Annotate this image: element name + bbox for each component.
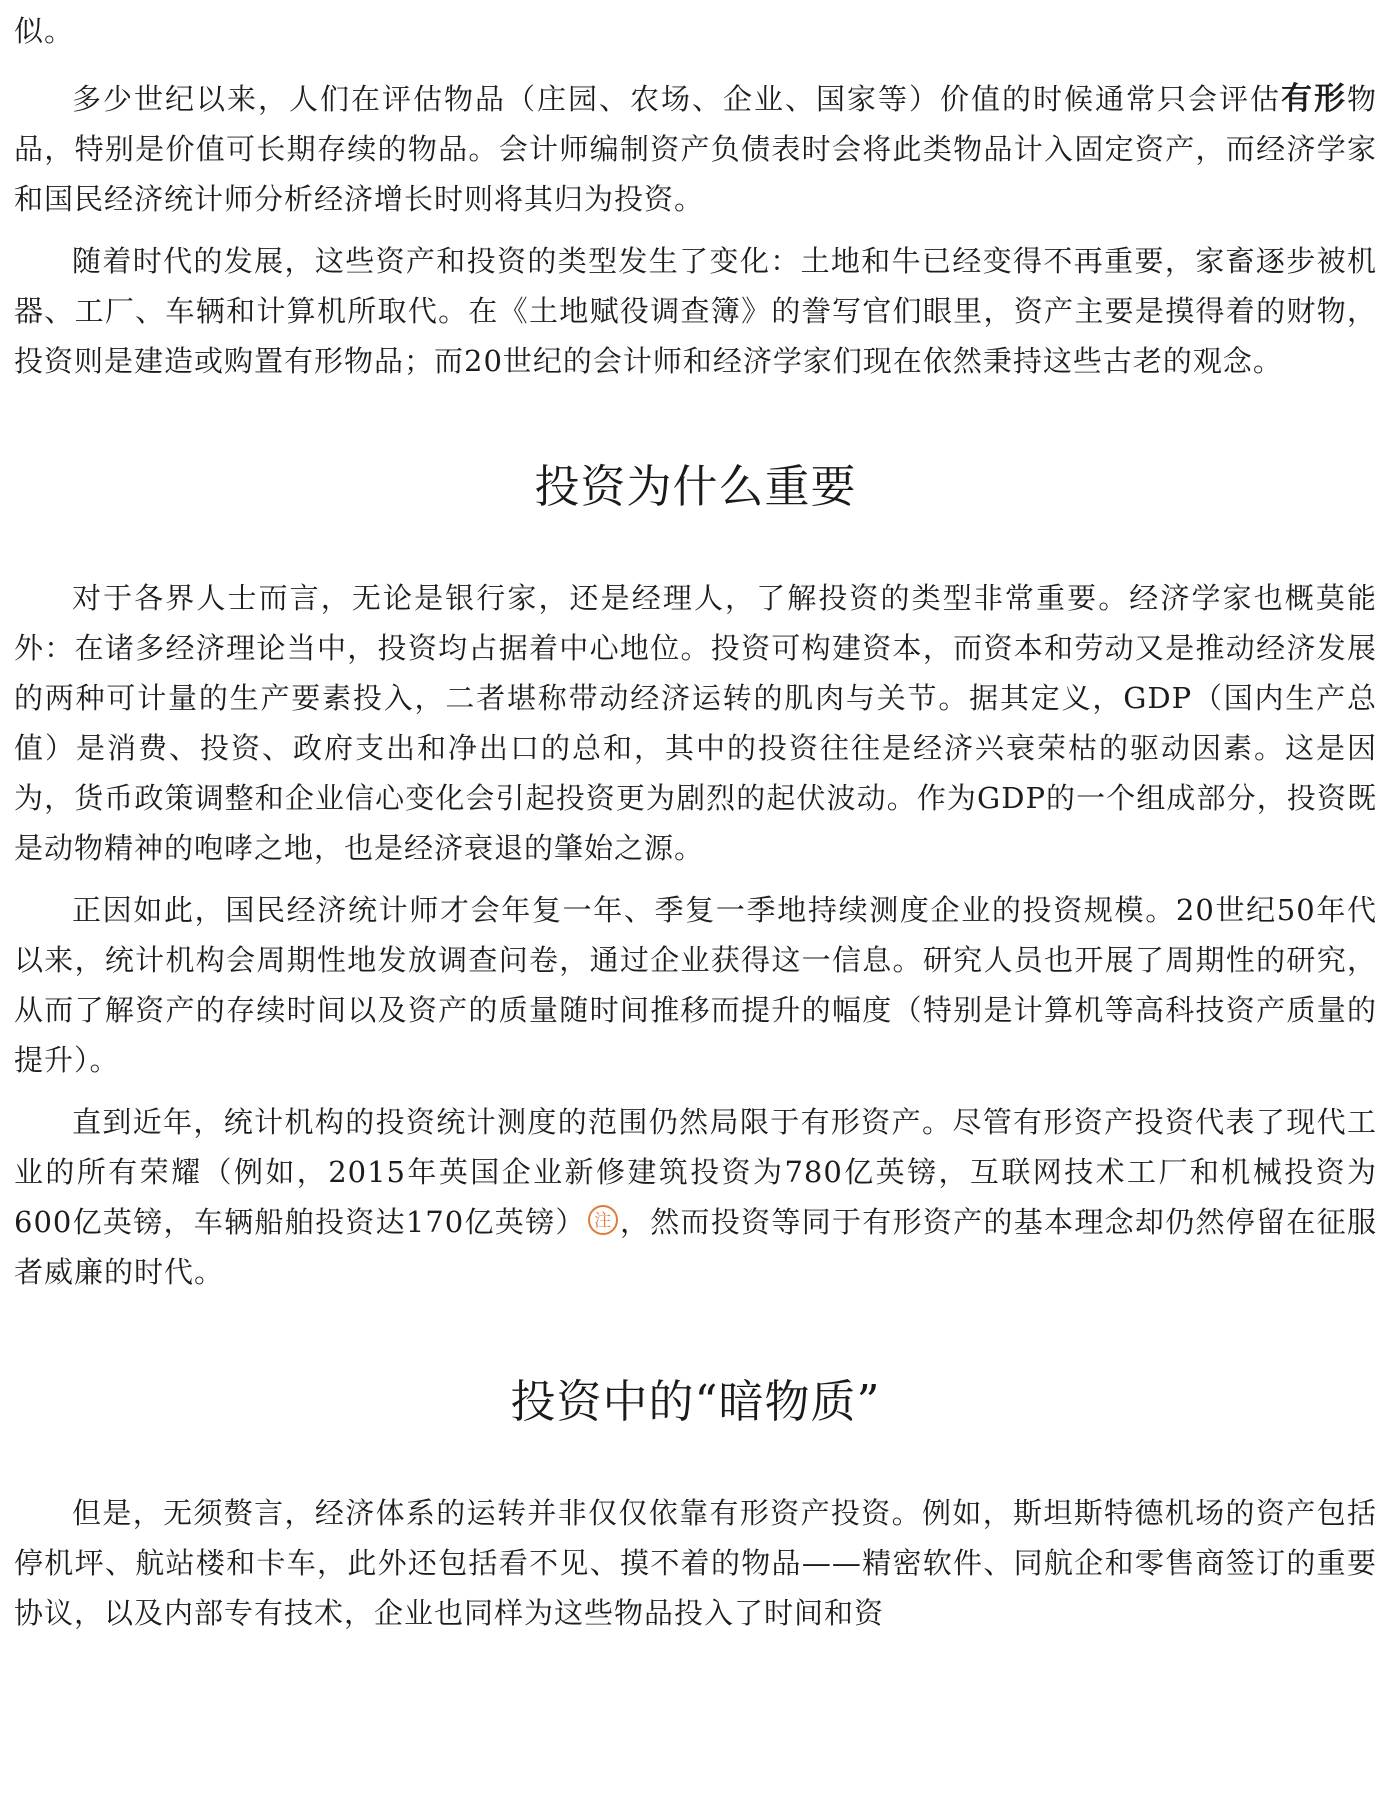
paragraph-continuation (14, 6, 1377, 56)
paragraph-text: 直到近年，统计机构的投资统计测度的范围仍然局限于有形资产。尽管有形资产投资代表了现代工业的所有荣耀（例如，2015年英国企业新修建筑投资为780亿英镑，互联网技术工厂和机械投资为600亿英镑，车辆船舶投资达170亿英镑） (14, 1105, 1377, 1239)
paragraph-text: 但是，无须赘言，经济体系的运转并非仅仅依靠有形资产投资。例如，斯坦斯特德机场的资产包括停机坪、航站楼和卡车，此外还包括看不见、摸不着的物品——精密软件、同航企和零售商签订的重要协议，以及内部专有技术，企业也同样为这些物品投入了时间和资 (14, 1496, 1377, 1630)
section-heading-dark-matter: 投资中的“暗物质” (510, 1375, 881, 1428)
emphasis-tangible: 有形 (1280, 81, 1347, 117)
paragraph-text: 物品，特别是价值可长期存续的物品。会计师编制资产负债表时会将此类物品计入固定资产，而经济学家和国民经济统计师分析经济增长时则将其归为投资。 (14, 82, 1377, 216)
footnote-marker[interactable]: 注 (588, 1205, 618, 1235)
paragraph-text: 随着时代的发展，这些资产和投资的类型发生了变化：土地和牛已经变得不再重要，家畜逐步被机器、工厂、车辆和计算机所取代。在《土地赋役调查簿》的誊写官们眼里，资产主要是摸得着的财物，投资则是建造或购置有形物品；而20世纪的会计师和经济学家们现在依然秉持这些古老的观念。 (14, 244, 1377, 378)
section-heading-why-investment-matters: 投资为什么重要 (534, 460, 857, 513)
paragraph-intangible-assets (14, 1488, 1377, 1638)
paragraph-text: 对于各界人士而言，无论是银行家，还是经理人，了解投资的类型非常重要。经济学家也概莫能外：在诸多经济理论当中，投资均占据着中心地位。投资可构建资本，而资本和劳动又是推动经济发展的两种可计量的生产要素投入，二者堪称带动经济运转的肌肉与关节。据其定义，GDP（国内生产总值）是消费、投资、政府支出和净出口的总和，其中的投资往往是经济兴衰荣枯的驱动因素。这是因为，货币政策调整和企业信心变化会引起投资更为剧烈的起伏波动。作为GDP的一个组成部分，投资既是动物精神的咆哮之地，也是经济衰退的肇始之源。 (14, 581, 1377, 865)
paragraph-text: 似。 (14, 14, 75, 48)
paragraph-text: 多少世纪以来，人们在评估物品（庄园、农场、企业、国家等）价值的时候通常只会评估 (72, 82, 1281, 116)
paragraph-text: 正因如此，国民经济统计师才会年复一年、季复一季地持续测度企业的投资规模。20世纪50年代以来，统计机构会周期性地发放调查问卷，通过企业获得这一信息。研究人员也开展了周期性的研究，从而了解资产的存续时间以及资产的质量随时间推移而提升的幅度（特别是计算机等高科技资产质量的提升）。 (14, 893, 1377, 1077)
paragraph-asset-types (14, 236, 1377, 386)
paragraph-statistical-measurement (14, 885, 1377, 1085)
paragraph-tangible-limits (14, 1097, 1377, 1297)
paragraph-investment-importance (14, 573, 1377, 873)
document-page (14, 0, 1377, 1638)
paragraph-text: ，然而投资等同于有形资产的基本理念却仍然停留在征服者威廉的时代。 (14, 1205, 1377, 1289)
paragraph-tangible-valuation (14, 74, 1377, 224)
